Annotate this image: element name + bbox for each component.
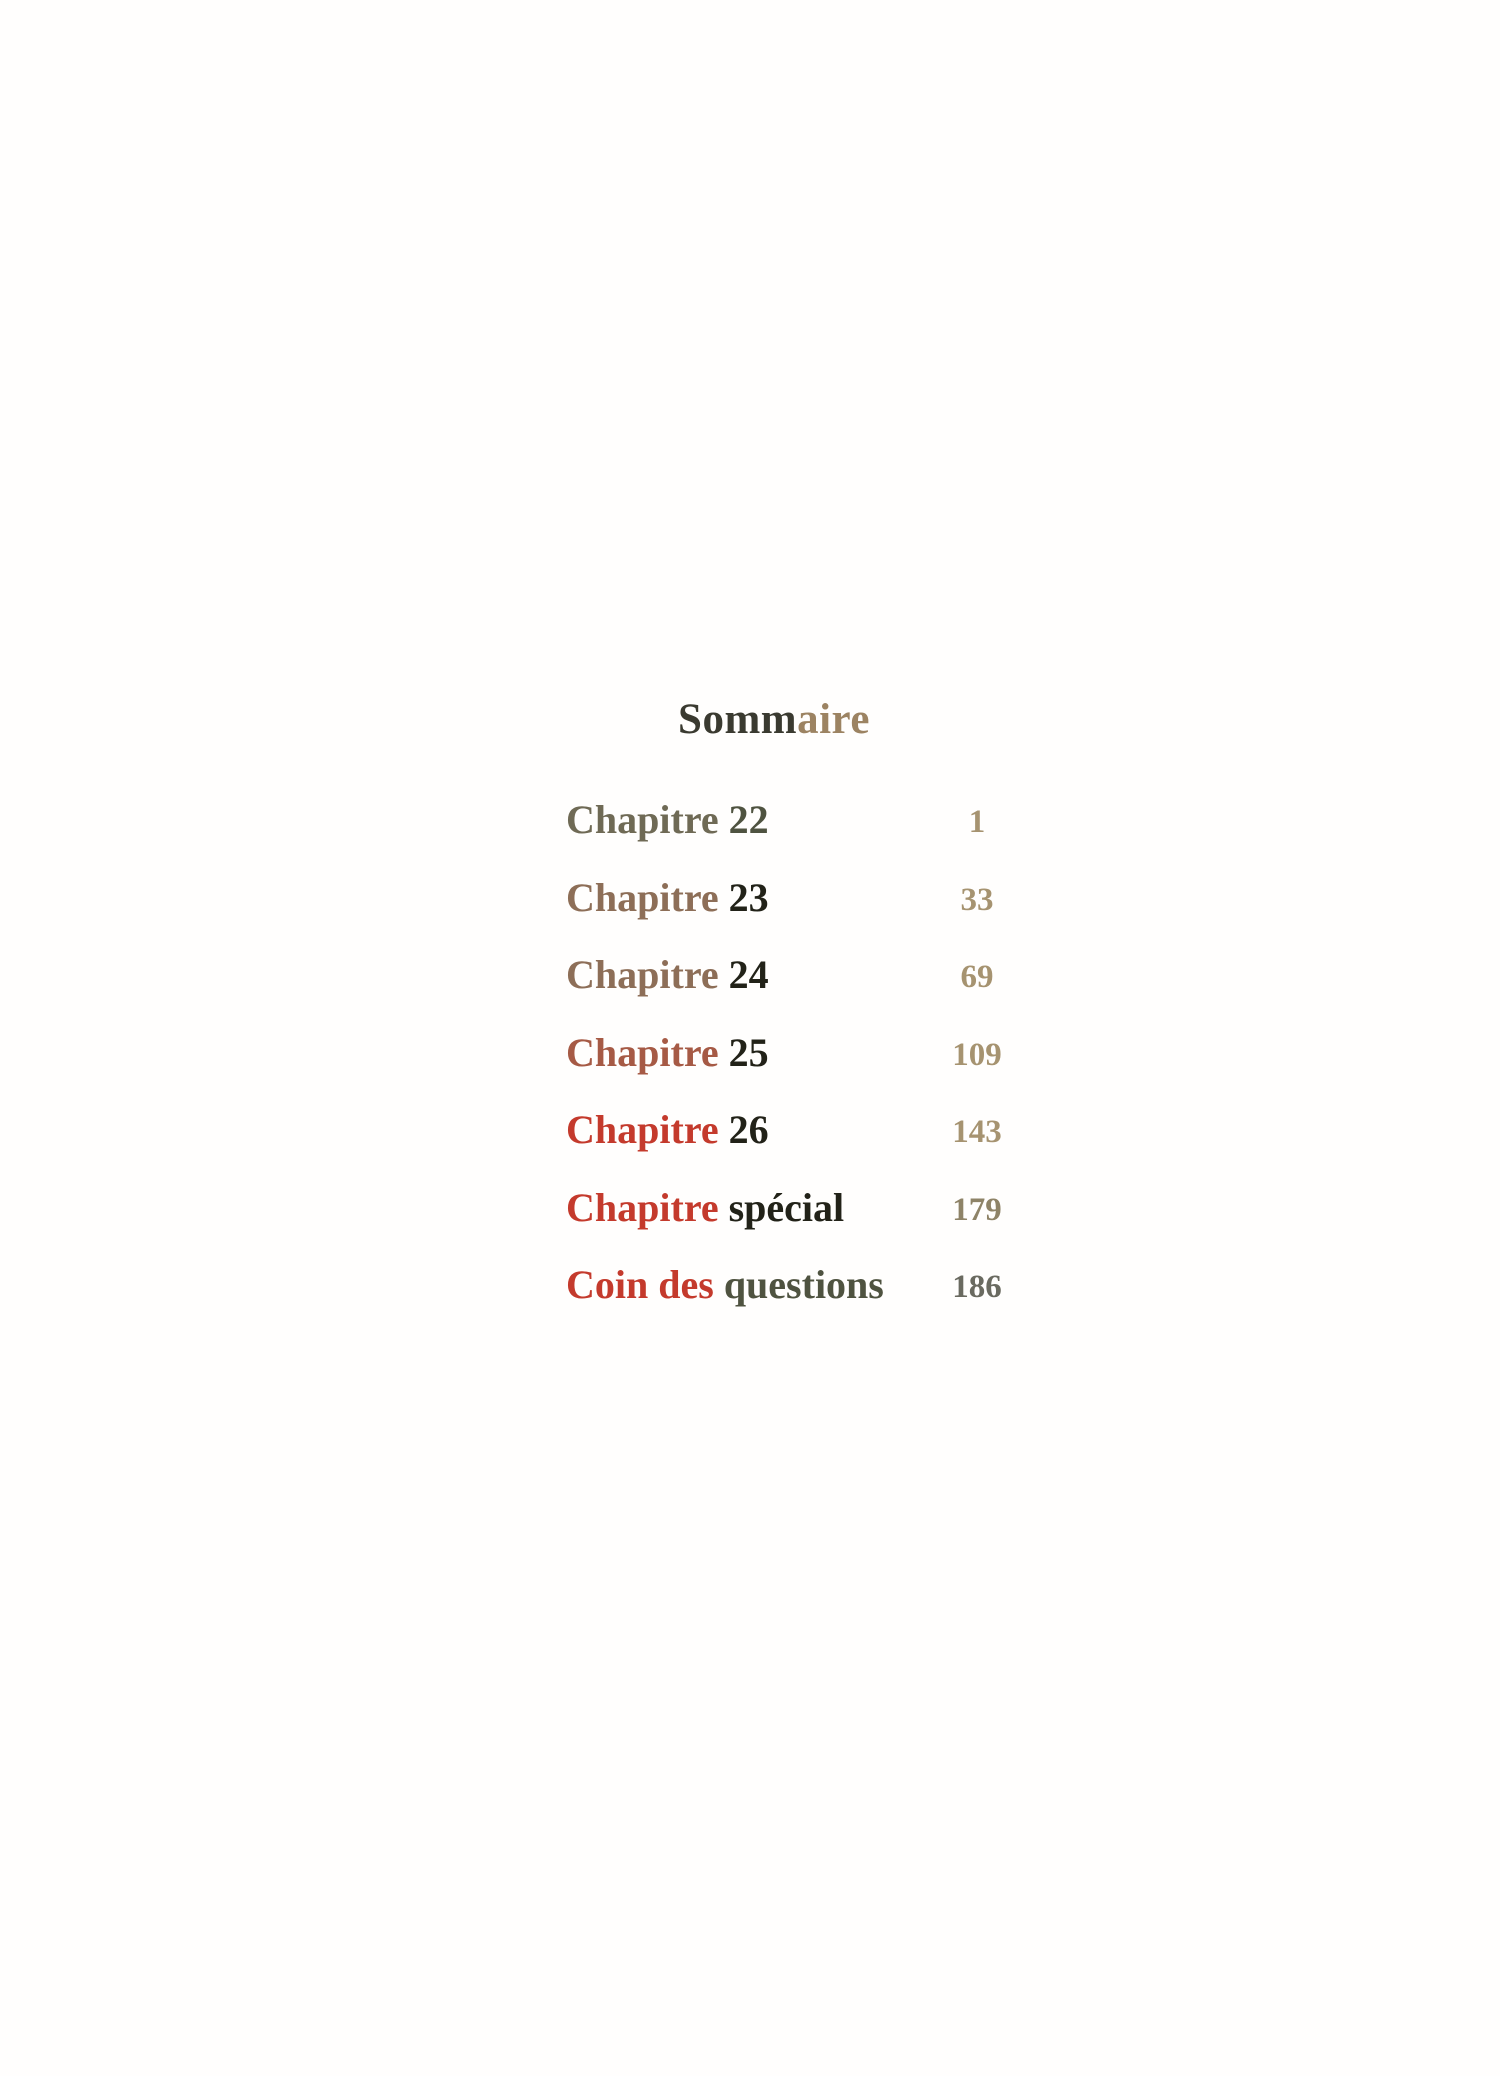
toc-entry-word: Coin des [566, 1262, 714, 1307]
toc-entry-chapter-23 [566, 868, 1006, 946]
toc-entry-page: 33 [960, 881, 994, 918]
toc-entry-number: 24 [728, 952, 769, 997]
toc-entry-label [566, 868, 769, 928]
toc-entry-page: 143 [952, 1114, 1002, 1150]
toc-entry-page: 109 [952, 1036, 1002, 1073]
toc-entry-word: Chapitre [566, 874, 719, 920]
toc-entry-label [566, 945, 769, 1005]
toc-entry-label [566, 1100, 769, 1160]
table-of-contents [566, 790, 1006, 1333]
toc-entry-page: 186 [952, 1269, 1002, 1305]
title-part-2: aire [797, 696, 870, 743]
toc-entry-word: Chapitre [566, 1029, 719, 1075]
toc-entry-number: spécial [728, 1184, 845, 1230]
toc-entry-number: questions [723, 1262, 884, 1307]
title-part-1: Somm [678, 696, 798, 743]
toc-entry-label [566, 790, 769, 850]
toc-entry-chapter-26 [566, 1100, 1006, 1178]
toc-entry-questions-corner [566, 1255, 1006, 1333]
toc-entry-word: Chapitre [566, 1107, 719, 1152]
toc-entry-page: 179 [952, 1191, 1002, 1228]
toc-entry-label [566, 1023, 769, 1083]
toc-entry-word: Chapitre [566, 797, 719, 842]
toc-entry-special-chapter [566, 1178, 1006, 1256]
toc-entry-chapter-24 [566, 945, 1006, 1023]
toc-entry-label [566, 1178, 844, 1238]
toc-entry-word: Chapitre [566, 1184, 719, 1230]
toc-entry-word: Chapitre [566, 952, 719, 997]
page-title [0, 690, 1500, 750]
toc-entry-number: 22 [728, 797, 769, 842]
toc-entry-page: 69 [960, 959, 994, 995]
toc-entry-label [566, 1255, 884, 1315]
toc-entry-number: 25 [728, 1029, 769, 1075]
toc-entry-number: 26 [728, 1107, 769, 1152]
toc-entry-page: 1 [968, 804, 986, 840]
toc-entry-number: 23 [728, 874, 769, 920]
toc-entry-chapter-25 [566, 1023, 1006, 1101]
toc-entry-chapter-22 [566, 790, 1006, 868]
